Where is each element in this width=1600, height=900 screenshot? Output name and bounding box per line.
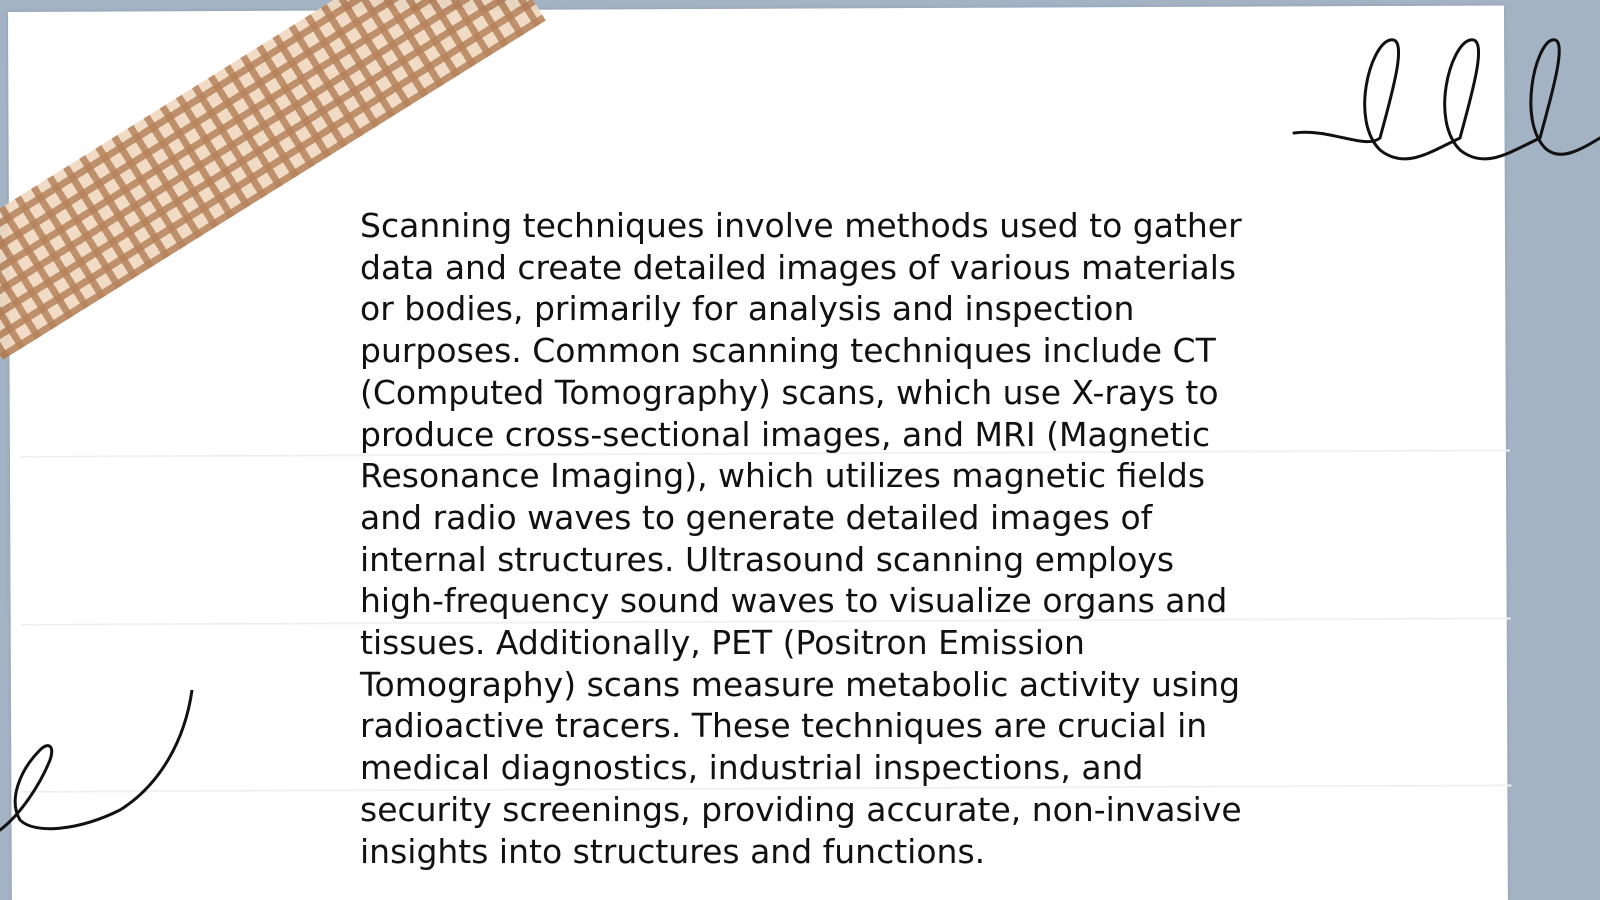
- checkmark-doodle-icon: [0, 690, 200, 850]
- loop-doodle-icon: [1290, 30, 1600, 170]
- body-paragraph: Scanning techniques involve methods used to gather data and create detailed images of various materials or bodies, primarily for analysis and inspection purposes. Common scanning techniques include CT (Computed Tomography) scans, which use X-rays to produce cross-sectional images, and MRI (Magnetic Resonance Imaging), which utilizes magnetic fields and radio waves to generate detailed images of internal structures. Ultrasound scanning employs high-frequency sound waves to visualize organs and tissues. Additionally, PET (Positron Emission Tomography) scans measure metabolic activity using radioactive tracers. These techniques are crucial in medical diagnostics, industrial inspections, and security screenings, providing accurate, non-invasive insights into structures and functions.: [360, 206, 1242, 871]
